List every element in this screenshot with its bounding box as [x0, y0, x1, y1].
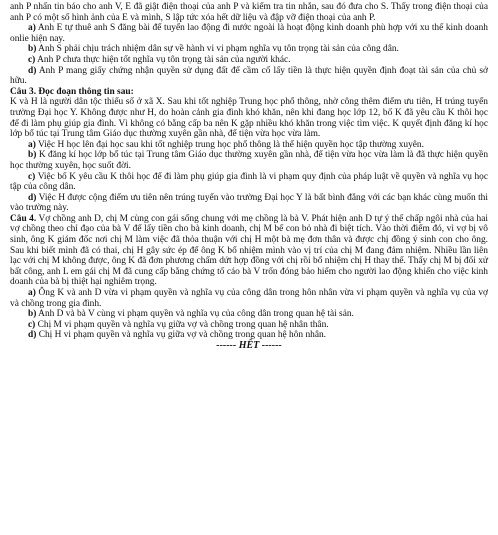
question-3-body: K và H là người dân tộc thiểu số ở xã X. Sau khi tốt nghiệp Trung học phổ thông, nhờ công thêm điểm ưu tiên, H trúng tuyển trường Đại học Y. Không được như H, do hoàn cảnh gia đình khó khăn, nên khi đang học lớp 12, bố K đã yêu cầu K thôi học để đi làm phụ giúp gia đình. Vì không có bằng cấp ba nên K gặp nhiều khó khăn trong việc tìm việc. K quyết định đăng kí học lớp bổ túc tại Trung tâm Giáo dục thường xuyên gần nhà, để tiện vừa học vừa làm.: [10, 97, 488, 140]
option-text: Việc H được cộng điểm ưu tiên nên trúng tuyển vào trường Đại học Y là bất bình đẳng với các bạn khác cùng muốn thi vào trường này.: [10, 192, 488, 214]
option-text: Việc bố K yêu cầu K thôi học để đi làm phụ giúp gia đình là vi phạm quy định của pháp luật về quyền và nghĩa vụ học tập của công dân.: [10, 171, 488, 193]
option-key: a): [28, 139, 36, 150]
option-key: c): [28, 54, 36, 65]
option-text: Việc H học lên đại học sau khi tốt nghiệp trung học phổ thông là thể hiện quyền học tập thường xuyên.: [38, 139, 424, 150]
q2-option-b: [10, 44, 488, 55]
option-text: Chị M vi phạm quyền và nghĩa vụ giữa vợ và chồng trong quan hệ nhân thân.: [37, 319, 329, 330]
q3-option-a: [10, 140, 488, 151]
option-text: Anh P mang giấy chứng nhận quyền sử dụng đất để cầm cố lấy tiền là thực hiện quyền định đoạt tài sản của chủ sở hữu.: [10, 65, 489, 87]
question-4-title: Câu 4.: [10, 213, 37, 224]
option-text: Anh S phải chịu trách nhiệm dân sự về hành vi vi phạm nghĩa vụ tôn trọng tài sản của công dân.: [38, 44, 399, 55]
q3-option-c: [10, 172, 488, 193]
option-key: c): [28, 319, 36, 330]
q4-option-a: [10, 288, 488, 309]
option-key: b): [28, 150, 37, 161]
option-key: c): [28, 171, 36, 182]
option-text: Anh P chưa thực hiện tốt nghĩa vụ tôn trọng tài sản của người khác.: [37, 54, 291, 65]
question-4-body: Vợ chồng anh D, chị M cùng con gái sống chung với mẹ chồng là bà V. Phát hiện anh D tự ý thế chấp ngôi nhà của hai vợ chồng theo chỉ đạo của bà V để lấy tiền cho bà kinh doanh, chị M bế con bỏ nhà đi biệt tích. Vào thời điểm đó, vì vợ bị vô sinh, ông K giám đốc nơi chị M làm việc đã thỏa thuận với chị H một bà mẹ đơn thân và được chị đồng ý sinh con cho ông. Sau khi biết mình đã có thai, chị H gây sức ép để ông K bổ nhiệm mình vào vị trí của chị M đang đảm nhiệm. Nhiều lần liên lạc với chị M không được, ông K đã đơn phương chấm dứt hợp đồng với chị rồi bổ nhiệm chị H thay thế. Thấy chị M bị đối xử bất công, anh L em gái chị M đã cung cấp bằng chứng tố cáo bà V trốn đóng bảo hiểm cho người lao động khiến cho việc kinh doanh của bà bị thiệt hại nghiêm trọng.: [10, 213, 488, 288]
q2-option-d: [10, 66, 488, 87]
option-key: b): [28, 309, 37, 320]
option-key: a): [28, 23, 36, 34]
scenario-text: anh P nhấn tin báo cho anh V, E đã giật điện thoại của anh P và kiểm tra tin nhắn, sau đó đưa cho S. Thấy trong điện thoại của anh P có một số hình ảnh của E và mình, S lập tức xóa hết dữ liệu và đập vỡ điện thoại của anh P.: [10, 2, 488, 23]
option-text: K đăng kí học lớp bổ túc tại Trung tâm Giáo dục thường xuyên gần nhà, để tiện vừa học vừa làm là đã thực hiện quyền học thường xuyên, học suốt đời.: [10, 150, 489, 171]
q2-option-a: [10, 23, 488, 44]
q3-option-b: [10, 150, 488, 171]
q2-option-c: [10, 55, 488, 66]
option-text: Anh D và bà V cùng vi phạm quyền và nghĩa vụ của công dân trong quan hệ tài sản.: [38, 309, 354, 320]
option-key: d): [28, 192, 37, 203]
option-text: Chị H vi phạm quyền và nghĩa vụ giữa vợ và chồng trong quan hệ hôn nhân.: [38, 330, 327, 341]
q4-option-b: [10, 309, 488, 320]
q3-option-d: [10, 193, 488, 214]
question-3-title: Câu 3. Đọc đoạn thông tin sau:: [10, 86, 134, 97]
option-text: Ông K và anh D vừa vi phạm quyền và nghĩa vụ của công dân trong hôn nhân vừa vi phạm quyền và nghĩa vụ của vợ và chồng trong gia đình.: [10, 288, 489, 309]
question-4: [10, 214, 488, 288]
option-key: d): [28, 65, 37, 76]
option-key: b): [28, 44, 37, 55]
option-key: d): [28, 330, 37, 341]
option-key: a): [28, 288, 36, 299]
end-marker: ------ HẾT ------: [216, 340, 282, 351]
q4-option-c: [10, 320, 488, 331]
option-text: Anh E tự thuê anh S đăng bài để tuyển lao động đi nước ngoài là hoạt động kinh doanh phù hợp với xu thế kinh doanh onlie hiện nay.: [10, 23, 488, 44]
